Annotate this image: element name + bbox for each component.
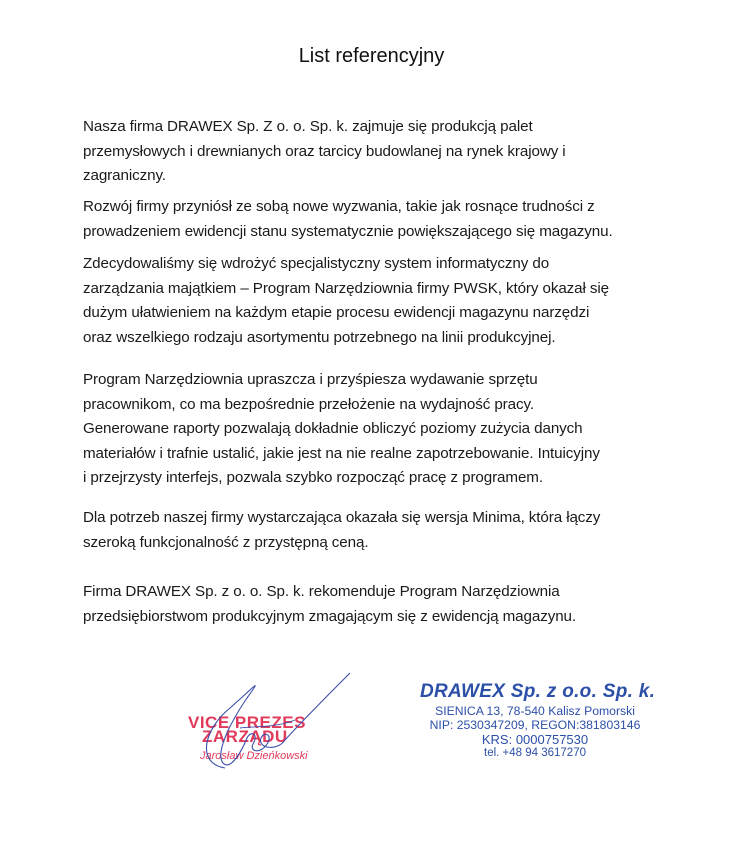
paragraph-challenges (83, 195, 663, 244)
text-line: Firma DRAWEX Sp. z o. o. Sp. k. rekomenduje Program Narzędziownia (83, 583, 560, 600)
text-line: Generowane raporty pozwalają dokładnie obliczyć poziomy zużycia danych (83, 420, 583, 437)
text-line: zagraniczny. (83, 167, 166, 184)
text-line: Rozwój firmy przyniósł ze sobą nowe wyzwania, takie jak rosnące trudności z (83, 198, 595, 215)
text-line: dużym ułatwieniem na każdym etapie procesu ewidencji magazynu narzędzi (83, 304, 590, 321)
text-line: oraz wszelkiego rodzaju asortymentu potrzebnego na linii produkcyjnej. (83, 328, 556, 346)
text-line: Zdecydowaliśmy się wdrożyć specjalistyczny system informatyczny do (83, 255, 550, 272)
text-line: pracownikom, co ma bezpośrednie przełożenie na wydajność pracy. (83, 395, 534, 413)
text-line: zarządzania majątkiem – Program Narzędziownia firmy PWSK, który okazał się (83, 279, 610, 297)
text-line: Program Narzędziownia upraszcza i przyśpiesza wydawanie sprzętu (83, 371, 538, 388)
company-stamp-ids: NIP: 2530347209, REGON:381803146 (429, 718, 641, 732)
company-stamp (420, 680, 656, 770)
paragraph-benefits (83, 368, 663, 491)
handwritten-signature (185, 668, 355, 773)
stamp-title-line2: ZARZĄDU (202, 727, 288, 746)
paragraph-company-intro (83, 115, 663, 189)
paragraph-version (83, 506, 663, 555)
stamp-name: Jarosław Dzieńkowski (200, 750, 308, 762)
text-line: szeroką funkcjonalność z przystępną ceną. (83, 533, 369, 551)
company-stamp-address: SIENICA 13, 78-540 Kalisz Pomorski (435, 704, 635, 718)
company-stamp-tel: tel. +48 94 3617270 (484, 747, 586, 759)
text-line: materiałów i trafnie ustalić, jakie jest na nie realne zapotrzebowanie. Intuicyjny (83, 444, 600, 462)
stamp-title-line1: VICE PREZES (188, 713, 306, 732)
text-line: i przejrzysty interfejs, pozwala szybko rozpocząć pracę z programem. (83, 469, 543, 486)
text-line: przemysłowych i drewnianych oraz tarcicy budowlanej na rynek krajowy i (83, 142, 566, 160)
document-title: List referencyjny (298, 45, 445, 67)
company-stamp-name: DRAWEX Sp. z o.o. Sp. k. (420, 681, 656, 702)
text-line: prowadzeniem ewidencji stanu systematycznie powiększającego się magazynu. (83, 222, 613, 240)
text-line: przedsiębiorstwom produkcyjnym zmagającym się z ewidencją magazynu. (83, 607, 577, 625)
company-stamp-krs: KRS: 0000757530 (481, 732, 589, 747)
text-line: Dla potrzeb naszej firmy wystarczająca okazała się wersja Minima, która łączy (83, 509, 601, 526)
paragraph-recommendation (83, 580, 663, 629)
paragraph-implementation (83, 252, 663, 350)
text-line: Nasza firma DRAWEX Sp. Z o. o. Sp. k. zajmuje się produkcją palet (83, 118, 533, 135)
